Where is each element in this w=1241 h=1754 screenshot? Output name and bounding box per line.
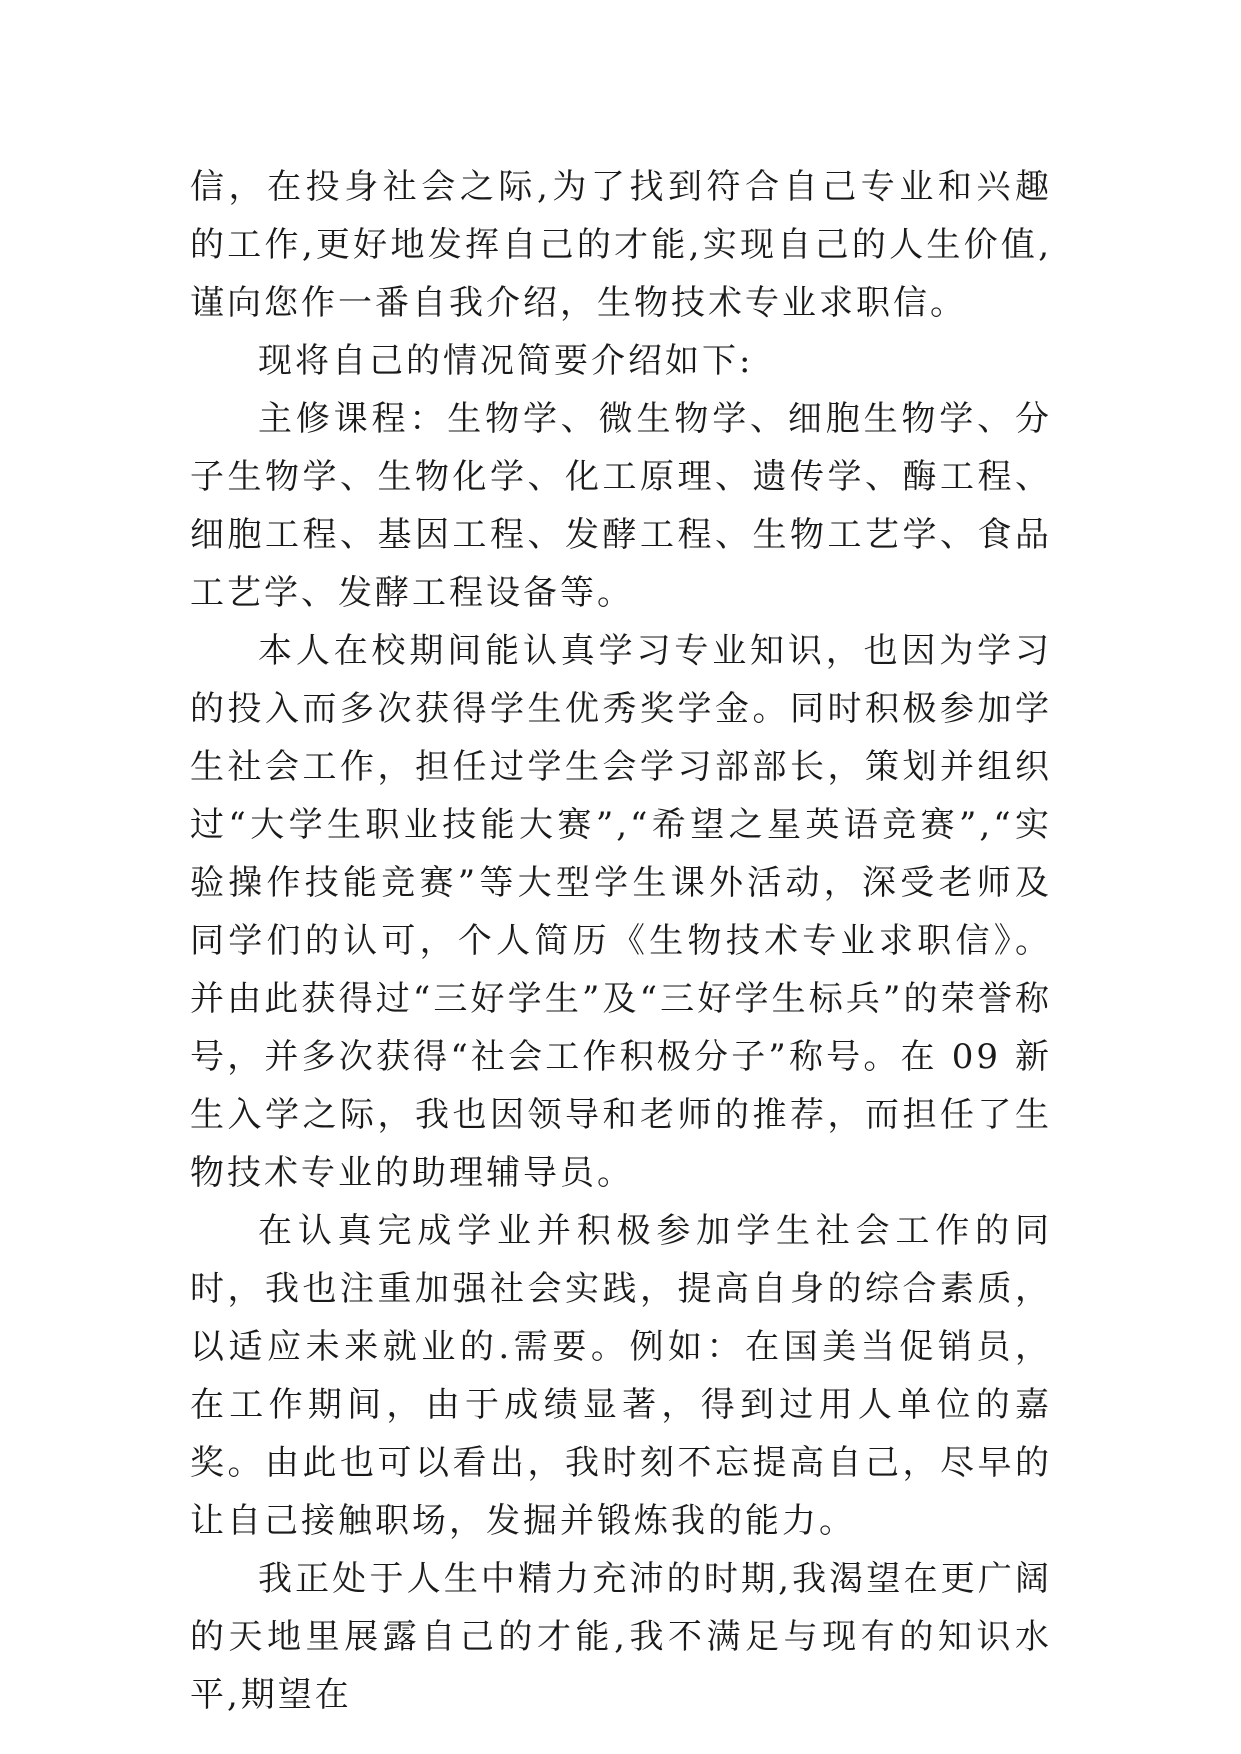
paragraph-practice: 在认真完成学业并积极参加学生社会工作的同时，我也注重加强社会实践，提高自身的综合素质，以适应未来就业的.需要。例如：在国美当促销员，在工作期间，由于成绩显著，得到过用人单位的嘉奖。由此也可以看出，我时刻不忘提高自己，尽早的让自己接触职场，发掘并锻炼我的能力。	[190, 1211, 1052, 1541]
paragraph-courses: 主修课程：生物学、微生物学、细胞生物学、分子生物学、生物化学、化工原理、遗传学、酶工程、细胞工程、基因工程、发酵工程、生物工艺学、食品工艺学、发酵工程设备等。	[190, 399, 1052, 613]
body-text	[190, 158, 1052, 1724]
paragraph-intro-continuation: 信，在投身社会之际,为了找到符合自己专业和兴趣的工作,更好地发挥自己的才能,实现自己的人生价值,谨向您作一番自我介绍，生物技术专业求职信。	[190, 167, 1052, 323]
paragraph-achievements: 本人在校期间能认真学习专业知识，也因为学习的投入而多次获得学生优秀奖学金。同时积极参加学生社会工作，担任过学生会学习部部长，策划并组织过“大学生职业技能大赛”,“希望之星英语竞赛”,“实验操作技能竞赛”等大型学生课外活动，深受老师及同学们的认可，个人简历《生物技术专业求职信》。并由此获得过“三好学生”及“三好学生标兵”的荣誉称号，并多次获得“社会工作积极分子”称号。在 09 新生入学之际，我也因领导和老师的推荐，而担任了生物技术专业的助理辅导员。	[190, 631, 1052, 1193]
paragraph-overview: 现将自己的情况简要介绍如下:	[258, 341, 754, 381]
paragraph-aspiration: 我正处于人生中精力充沛的时期,我渴望在更广阔的天地里展露自己的才能,我不满足与现有的知识水平,期望在	[190, 1559, 1052, 1715]
